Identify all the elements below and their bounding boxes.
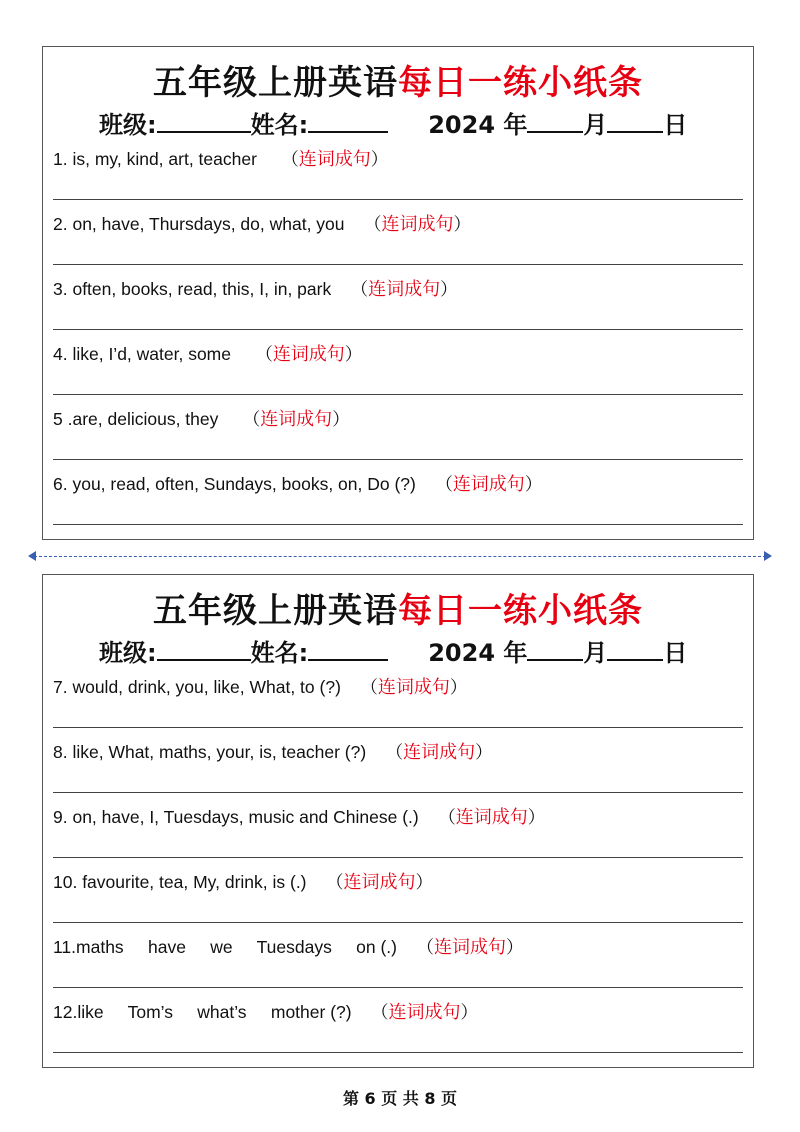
- tag-close: ）: [475, 742, 493, 762]
- cut-divider: [34, 556, 766, 557]
- tag-open: （: [255, 344, 273, 364]
- answer-line[interactable]: [53, 394, 743, 395]
- question-text: 9. on, have, I, Tuesdays, music and Chinese (.): [53, 807, 439, 827]
- tag-text: 连词成句: [388, 1002, 461, 1023]
- instruction-tag: [255, 344, 362, 364]
- tag-close: ）: [460, 1002, 479, 1022]
- tag-open: （: [371, 1002, 389, 1022]
- tag-open: （: [438, 807, 456, 827]
- worksheet-card-bottom: [42, 574, 754, 1068]
- answer-line[interactable]: [53, 922, 743, 923]
- question-text: 1. is, my, kind, art, teacher: [53, 149, 282, 169]
- day-blank[interactable]: [607, 109, 663, 133]
- question-item: [53, 673, 467, 699]
- month-label: 月: [583, 111, 608, 139]
- tag-text: 连词成句: [343, 872, 416, 893]
- question-item: [53, 275, 458, 301]
- tag-open: （: [281, 149, 299, 169]
- question-item: [53, 868, 433, 894]
- name-label: 姓名:: [250, 111, 309, 139]
- tag-close: ）: [527, 807, 546, 827]
- title-red: 每日一练小纸条: [398, 591, 643, 631]
- worksheet-title: [43, 583, 753, 632]
- day-label: 日: [663, 639, 688, 667]
- tag-close: ）: [370, 149, 389, 169]
- tag-text: 连词成句: [403, 742, 476, 763]
- question-item: [53, 340, 362, 366]
- student-info-row: [99, 633, 687, 668]
- class-label: 班级:: [99, 111, 157, 139]
- tag-text: 连词成句: [433, 937, 506, 958]
- question-text: 5 .are, delicious, they: [53, 409, 243, 429]
- tag-text: 连词成句: [272, 344, 345, 365]
- instruction-tag: [326, 872, 433, 892]
- tag-close: ）: [505, 937, 524, 957]
- question-item: [53, 998, 478, 1024]
- answer-line[interactable]: [53, 329, 743, 330]
- tag-close: ）: [344, 344, 363, 364]
- tag-close: ）: [332, 409, 350, 429]
- arrow-right-icon: [764, 551, 772, 561]
- instruction-tag: [281, 149, 388, 169]
- worksheet-title: [43, 55, 753, 104]
- instruction-tag: [386, 742, 493, 762]
- question-item: [53, 470, 542, 496]
- tag-text: 连词成句: [452, 474, 525, 495]
- answer-line[interactable]: [53, 857, 743, 858]
- question-item: [53, 803, 545, 829]
- question-item: [53, 145, 388, 171]
- tag-open: （: [242, 409, 261, 429]
- title-red: 每日一练小纸条: [398, 63, 643, 103]
- day-label: 日: [663, 111, 688, 139]
- instruction-tag: [435, 474, 542, 494]
- name-label: 姓名:: [250, 639, 309, 667]
- instruction-tag: [243, 409, 350, 429]
- student-info-row: [99, 105, 687, 140]
- instruction-tag: [364, 214, 471, 234]
- tag-open: （: [363, 214, 382, 234]
- tag-open: （: [360, 677, 378, 697]
- answer-line[interactable]: [53, 264, 743, 265]
- question-text: 10. favourite, tea, My, drink, is (.): [53, 872, 326, 892]
- class-blank[interactable]: [157, 109, 251, 133]
- month-blank[interactable]: [527, 109, 583, 133]
- tag-open: （: [385, 742, 404, 762]
- question-item: [53, 738, 493, 764]
- month-label: 月: [583, 639, 608, 667]
- question-text: 6. you, read, often, Sundays, books, on, Do (?): [53, 474, 436, 494]
- tag-open: （: [350, 279, 369, 299]
- title-black: 五年级上册英语: [153, 591, 398, 631]
- tag-text: 连词成句: [368, 279, 441, 300]
- answer-line[interactable]: [53, 459, 743, 460]
- question-text: 4. like, I’d, water, some: [53, 344, 256, 364]
- answer-line[interactable]: [53, 792, 743, 793]
- tag-text: 连词成句: [455, 807, 528, 828]
- answer-line[interactable]: [53, 727, 743, 728]
- class-blank[interactable]: [157, 637, 251, 661]
- question-item: [53, 933, 523, 959]
- question-text: 11.maths have we Tuesdays on (.): [53, 937, 417, 957]
- answer-line[interactable]: [53, 199, 743, 200]
- question-text: 12.like Tom’s what’s mother (?): [53, 1002, 372, 1022]
- answer-line[interactable]: [53, 524, 743, 525]
- question-item: [53, 210, 471, 236]
- year-label: 2024 年: [428, 111, 528, 139]
- question-text: 7. would, drink, you, like, What, to (?): [53, 677, 361, 697]
- instruction-tag: [438, 807, 545, 827]
- question-text: 8. like, What, maths, your, is, teacher (?): [53, 742, 386, 762]
- instruction-tag: [416, 937, 523, 957]
- title-black: 五年级上册英语: [153, 63, 398, 103]
- tag-text: 连词成句: [298, 149, 371, 170]
- tag-close: ）: [524, 474, 543, 494]
- class-label: 班级:: [99, 639, 157, 667]
- instruction-tag: [371, 1002, 478, 1022]
- tag-open: （: [435, 474, 453, 494]
- tag-close: ）: [415, 872, 433, 892]
- instruction-tag: [351, 279, 458, 299]
- answer-line[interactable]: [53, 987, 743, 988]
- tag-text: 连词成句: [377, 677, 450, 698]
- answer-line[interactable]: [53, 1052, 743, 1053]
- tag-text: 连词成句: [381, 214, 454, 235]
- tag-close: ）: [440, 279, 458, 299]
- worksheet-card-top: [42, 46, 754, 540]
- tag-close: ）: [449, 677, 468, 697]
- month-blank[interactable]: [527, 637, 583, 661]
- year-label: 2024 年: [428, 639, 528, 667]
- name-blank[interactable]: [308, 637, 388, 661]
- tag-open: （: [416, 937, 434, 957]
- question-text: 2. on, have, Thursdays, do, what, you: [53, 214, 364, 234]
- name-blank[interactable]: [308, 109, 388, 133]
- tag-close: ）: [453, 214, 471, 234]
- page-footer: 第 6 页 共 8 页: [342, 1089, 458, 1108]
- tag-open: （: [325, 872, 344, 892]
- question-text: 3. often, books, read, this, I, in, park: [53, 279, 351, 299]
- day-blank[interactable]: [607, 637, 663, 661]
- question-item: [53, 405, 350, 431]
- instruction-tag: [360, 677, 467, 697]
- tag-text: 连词成句: [260, 409, 333, 430]
